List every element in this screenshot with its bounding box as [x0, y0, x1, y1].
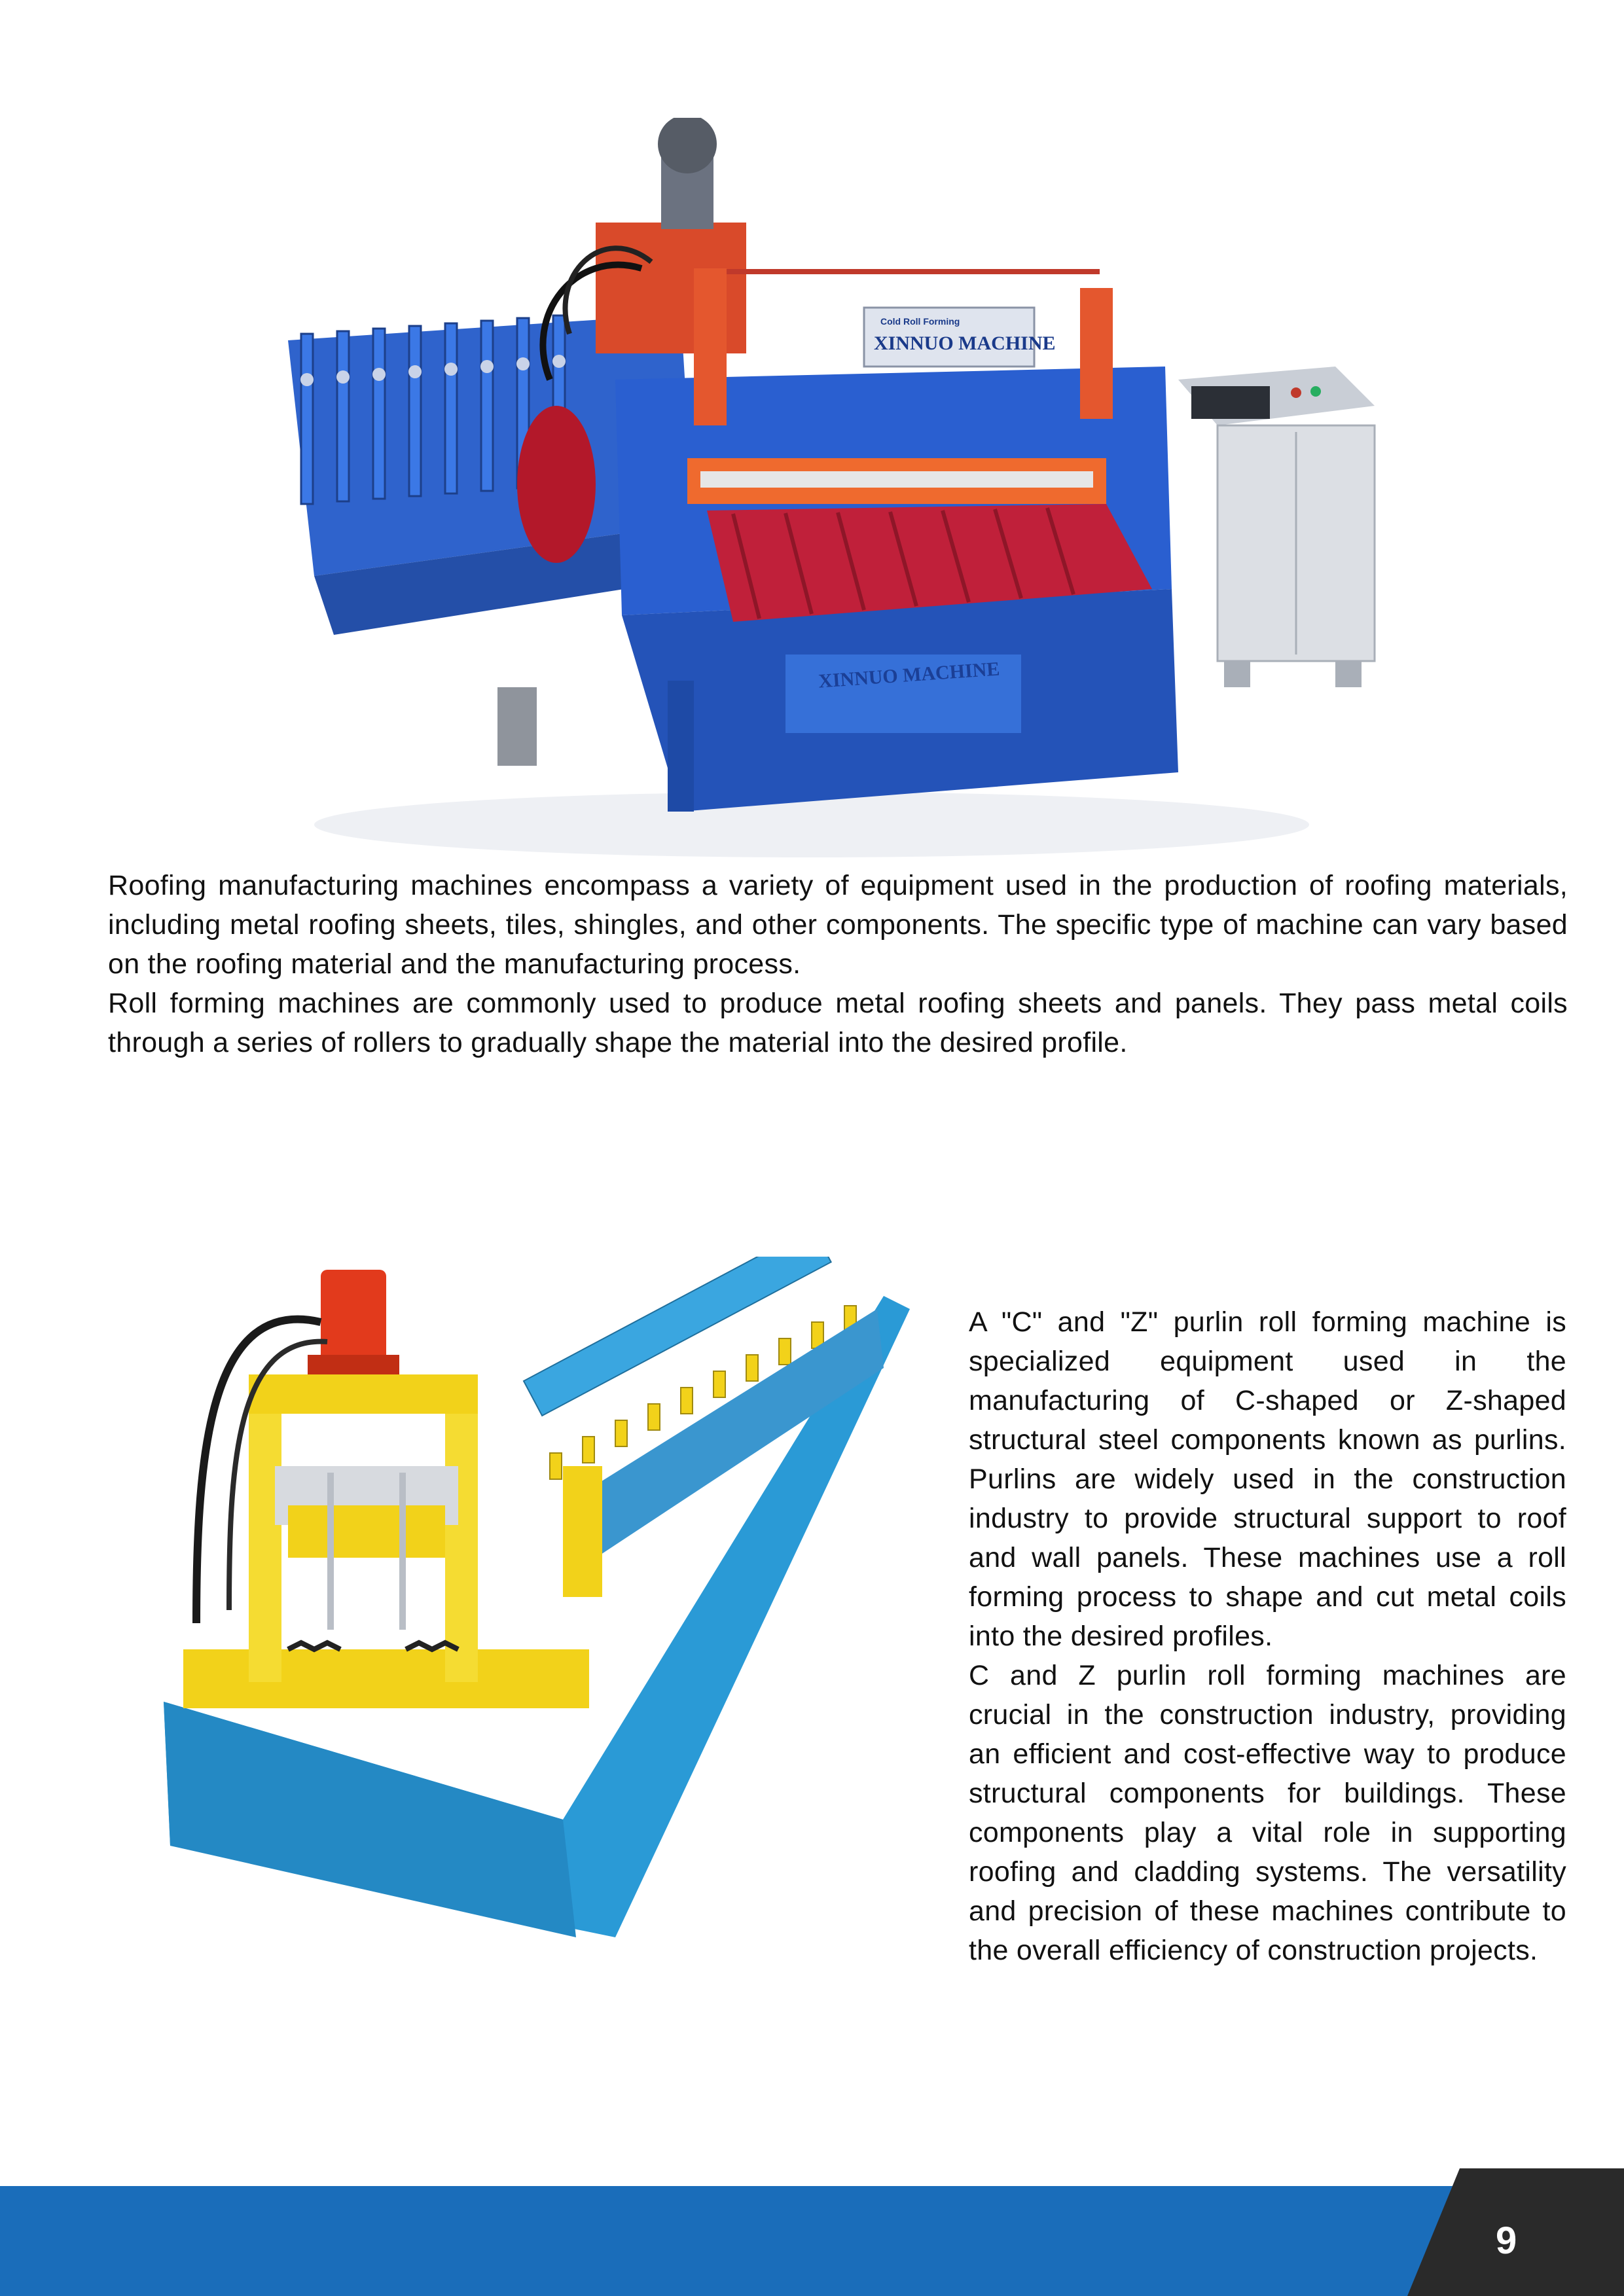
purlin-roll-forming-machine-image	[157, 1257, 910, 1944]
purlin-importance-paragraph: C and Z purlin roll forming machines are crucial in the construction industry, providing an efficient and cost-effective way to produce structural components for buildings. These components play a vital role in supporting roofing and cladding systems. The versatility and precision of these machines contribute to the overall efficiency of construction projects.	[969, 1660, 1566, 1966]
page-number: 9	[1496, 2219, 1517, 2262]
purlin-machine-text	[969, 1302, 1566, 1970]
nameplate-subtitle: Cold Roll Forming	[880, 316, 960, 327]
roll-forming-paragraph: Roll forming machines are commonly used to produce metal roofing sheets and panels. They pass metal coils through a series of rollers to gradually shape the material into the desired profile.	[108, 988, 1568, 1058]
nameplate-brand: XINNUO MACHINE	[874, 332, 1056, 354]
footer-band	[0, 2186, 1624, 2296]
machine-base-brand: XINNUO MACHINE	[818, 658, 1001, 692]
roofing-machines-paragraph: Roofing manufacturing machines encompass a variety of equipment used in the production of roofing materials, including metal roofing sheets, tiles, shingles, and other components. The specific type of machine can vary based on the roofing material and the manufacturing process.	[108, 870, 1568, 980]
roofing-roll-forming-machine-image	[275, 118, 1388, 870]
roofing-machines-text	[108, 866, 1568, 1062]
purlin-definition-paragraph: A "C" and "Z" purlin roll forming machine is specialized equipment used in the manufacturing of C-shaped or Z-shaped structural steel components known as purlins. Purlins are widely used in the construction industry to provide structural support to roof and wall panels. These machines use a roll forming process to shape and cut metal coils into the desired profiles.	[969, 1306, 1566, 1652]
